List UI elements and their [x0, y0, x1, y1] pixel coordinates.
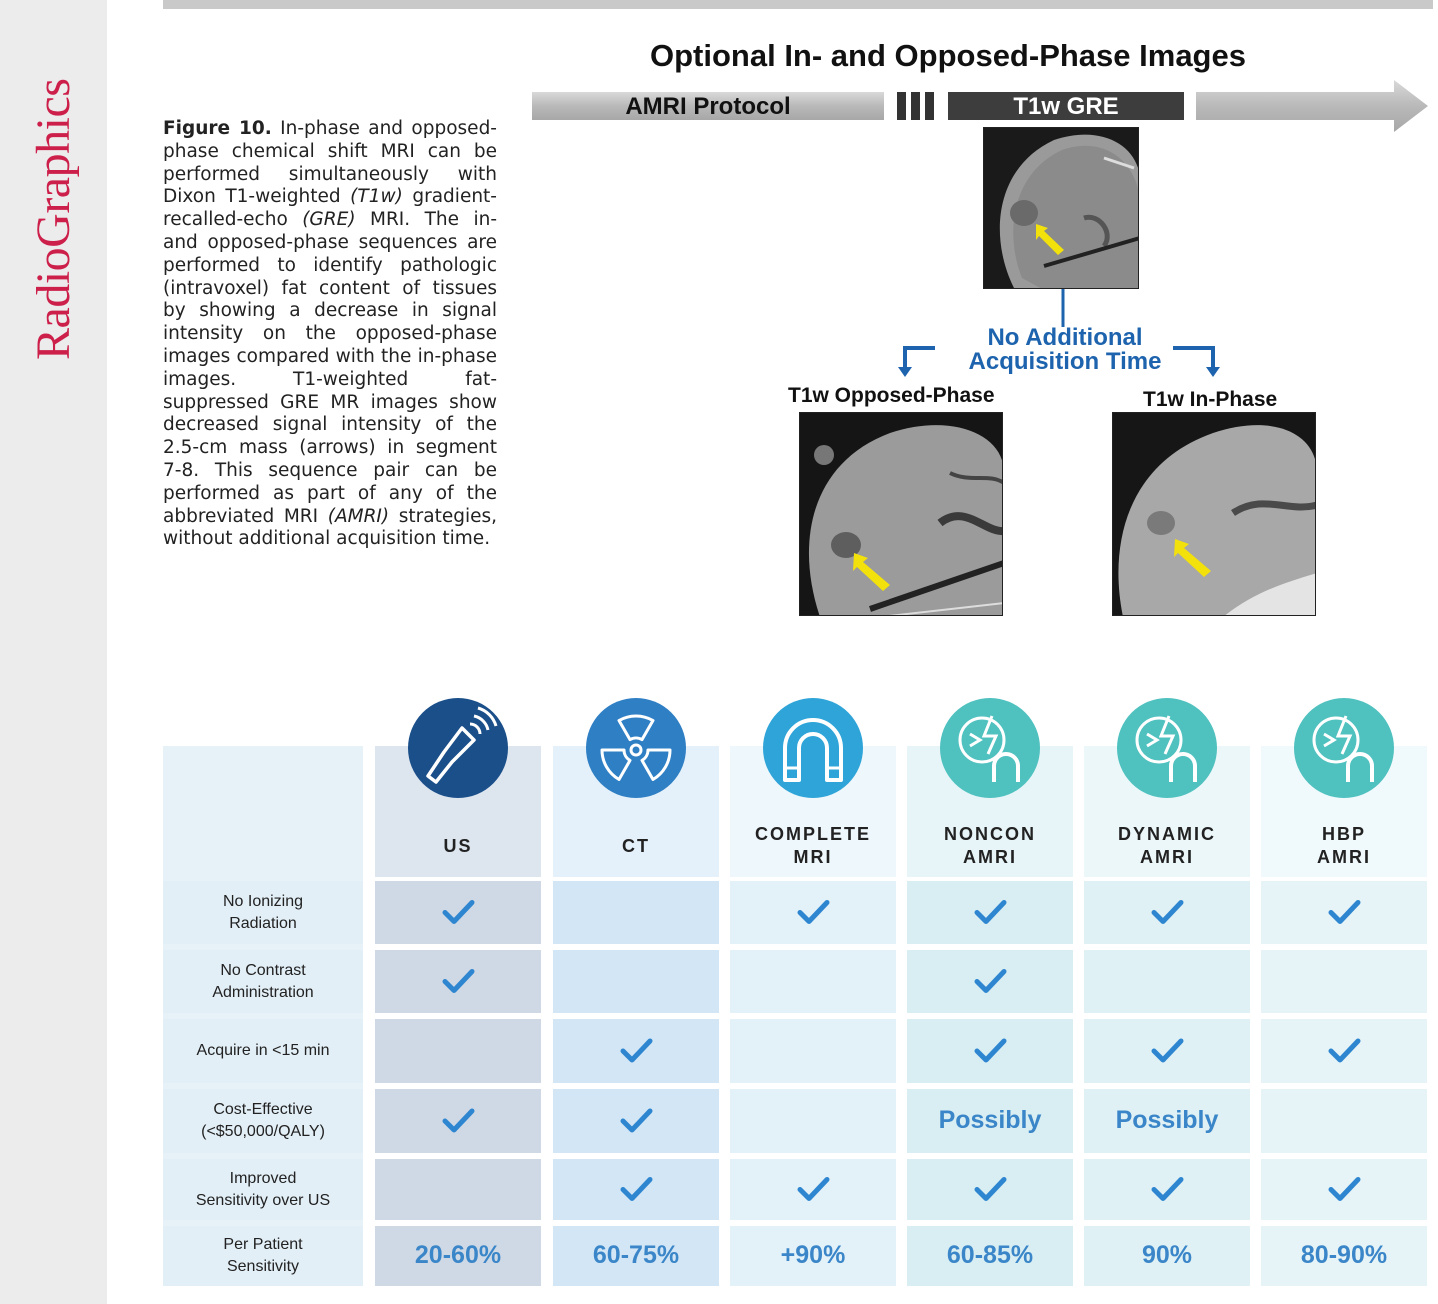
caption-text-4: strategies, without additional acquisition time.	[163, 505, 497, 550]
figure-title: Optional In- and Opposed-Phase Images	[650, 38, 1246, 73]
mri-gre-image	[983, 127, 1139, 289]
row-label	[163, 1168, 363, 1212]
figure-caption	[163, 118, 497, 551]
row-label	[163, 1234, 363, 1278]
caption-abbr-t1w: (T1w)	[350, 186, 403, 208]
column-header-line1: COMPLETE	[754, 824, 871, 844]
row-label-line1: No Contrast	[220, 961, 306, 979]
row-label	[163, 960, 363, 1004]
protocol-label: AMRI Protocol	[625, 93, 791, 120]
mri-in-phase-image	[1112, 412, 1316, 616]
possibly-value: Possibly	[938, 1106, 1042, 1134]
column-header	[1261, 823, 1427, 869]
caption-abbr-amri: (AMRI)	[327, 505, 390, 527]
comparison-table-text	[163, 690, 1433, 1290]
column-header	[553, 835, 719, 858]
row-label-line1: Cost-Effective	[213, 1101, 313, 1118]
column-header-line2: AMRI	[1317, 847, 1371, 867]
mri-opposed-phase-image	[799, 412, 1003, 616]
column-header	[375, 835, 541, 858]
comparison-table	[163, 690, 1433, 1290]
caption-abbr-gre: (GRE)	[302, 209, 356, 231]
sensitivity-value: 20-60%	[414, 1241, 502, 1269]
no-additional-label	[930, 326, 1200, 374]
caption-text-3: MRI. The in- and opposed-phase sequences are performed to identify pathologic (intravoxel) fat content of tissues by showing a decrease in signal intensity on the opposed-phase images compared with the in-phase images. T1-weighted fat-suppressed GRE MR images show decreased signal intensity of the 2.5-cm mass (arrows) in segment 7-8. This sequence pair can be performed as part of any of the abbreviated MRI	[163, 209, 497, 527]
row-label	[163, 891, 363, 935]
caption-text-1: In-phase and opposed-phase chemical shift MRI can be performed simultaneously with Dixon T1-weighted	[163, 118, 497, 208]
row-label-line1: Per Patient	[223, 1236, 303, 1253]
column-header	[730, 823, 896, 869]
row-label	[163, 1099, 363, 1143]
row-label-line2: Sensitivity	[226, 1258, 300, 1275]
sensitivity-value: 80-90%	[1300, 1241, 1388, 1269]
row-label-line1: Acquire in <15 min	[196, 1042, 330, 1059]
row-label-line2: Sensitivity over US	[195, 1191, 331, 1209]
row-label	[163, 1040, 363, 1062]
column-header-line1: HBP	[1321, 824, 1366, 844]
column-header	[1084, 823, 1250, 869]
sensitivity-value: +90%	[780, 1241, 846, 1269]
column-header-line2: AMRI	[963, 847, 1017, 867]
row-label-line2: Administration	[212, 983, 314, 1001]
journal-logo: RadioGraphics	[27, 78, 80, 360]
no-additional-line2: Acquisition Time	[968, 348, 1162, 375]
column-header-line1: DYNAMIC	[1118, 824, 1216, 844]
no-additional-line1: No Additional	[987, 324, 1143, 351]
column-header-line2: MRI	[793, 847, 833, 867]
caption-text-2: gradient-recalled-echo	[163, 186, 497, 231]
row-label-line1: No Ionizing	[222, 892, 304, 910]
column-header-line1: NONCON	[944, 824, 1036, 844]
protocol-arrow	[532, 80, 1432, 138]
sensitivity-value: 60-85%	[946, 1241, 1034, 1269]
row-label-line2: (<$50,000/QALY)	[201, 1123, 325, 1140]
gre-label: T1w GRE	[1013, 93, 1119, 120]
column-header-line2: US	[443, 836, 473, 856]
column-header-line2: AMRI	[1140, 847, 1194, 867]
caption-label: Figure 10.	[163, 118, 272, 139]
column-header-line2: CT	[622, 836, 650, 856]
opposed-phase-label: T1w Opposed-Phase	[788, 384, 995, 407]
top-rule	[163, 0, 1433, 9]
row-label-line1: Improved	[229, 1169, 297, 1187]
row-label-line2: Radiation	[229, 914, 297, 932]
sensitivity-value: 90%	[1141, 1241, 1193, 1269]
in-phase-label: T1w In-Phase	[1143, 388, 1278, 411]
sensitivity-value: 60-75%	[592, 1241, 680, 1269]
possibly-value: Possibly	[1115, 1106, 1219, 1134]
column-header	[907, 823, 1073, 869]
